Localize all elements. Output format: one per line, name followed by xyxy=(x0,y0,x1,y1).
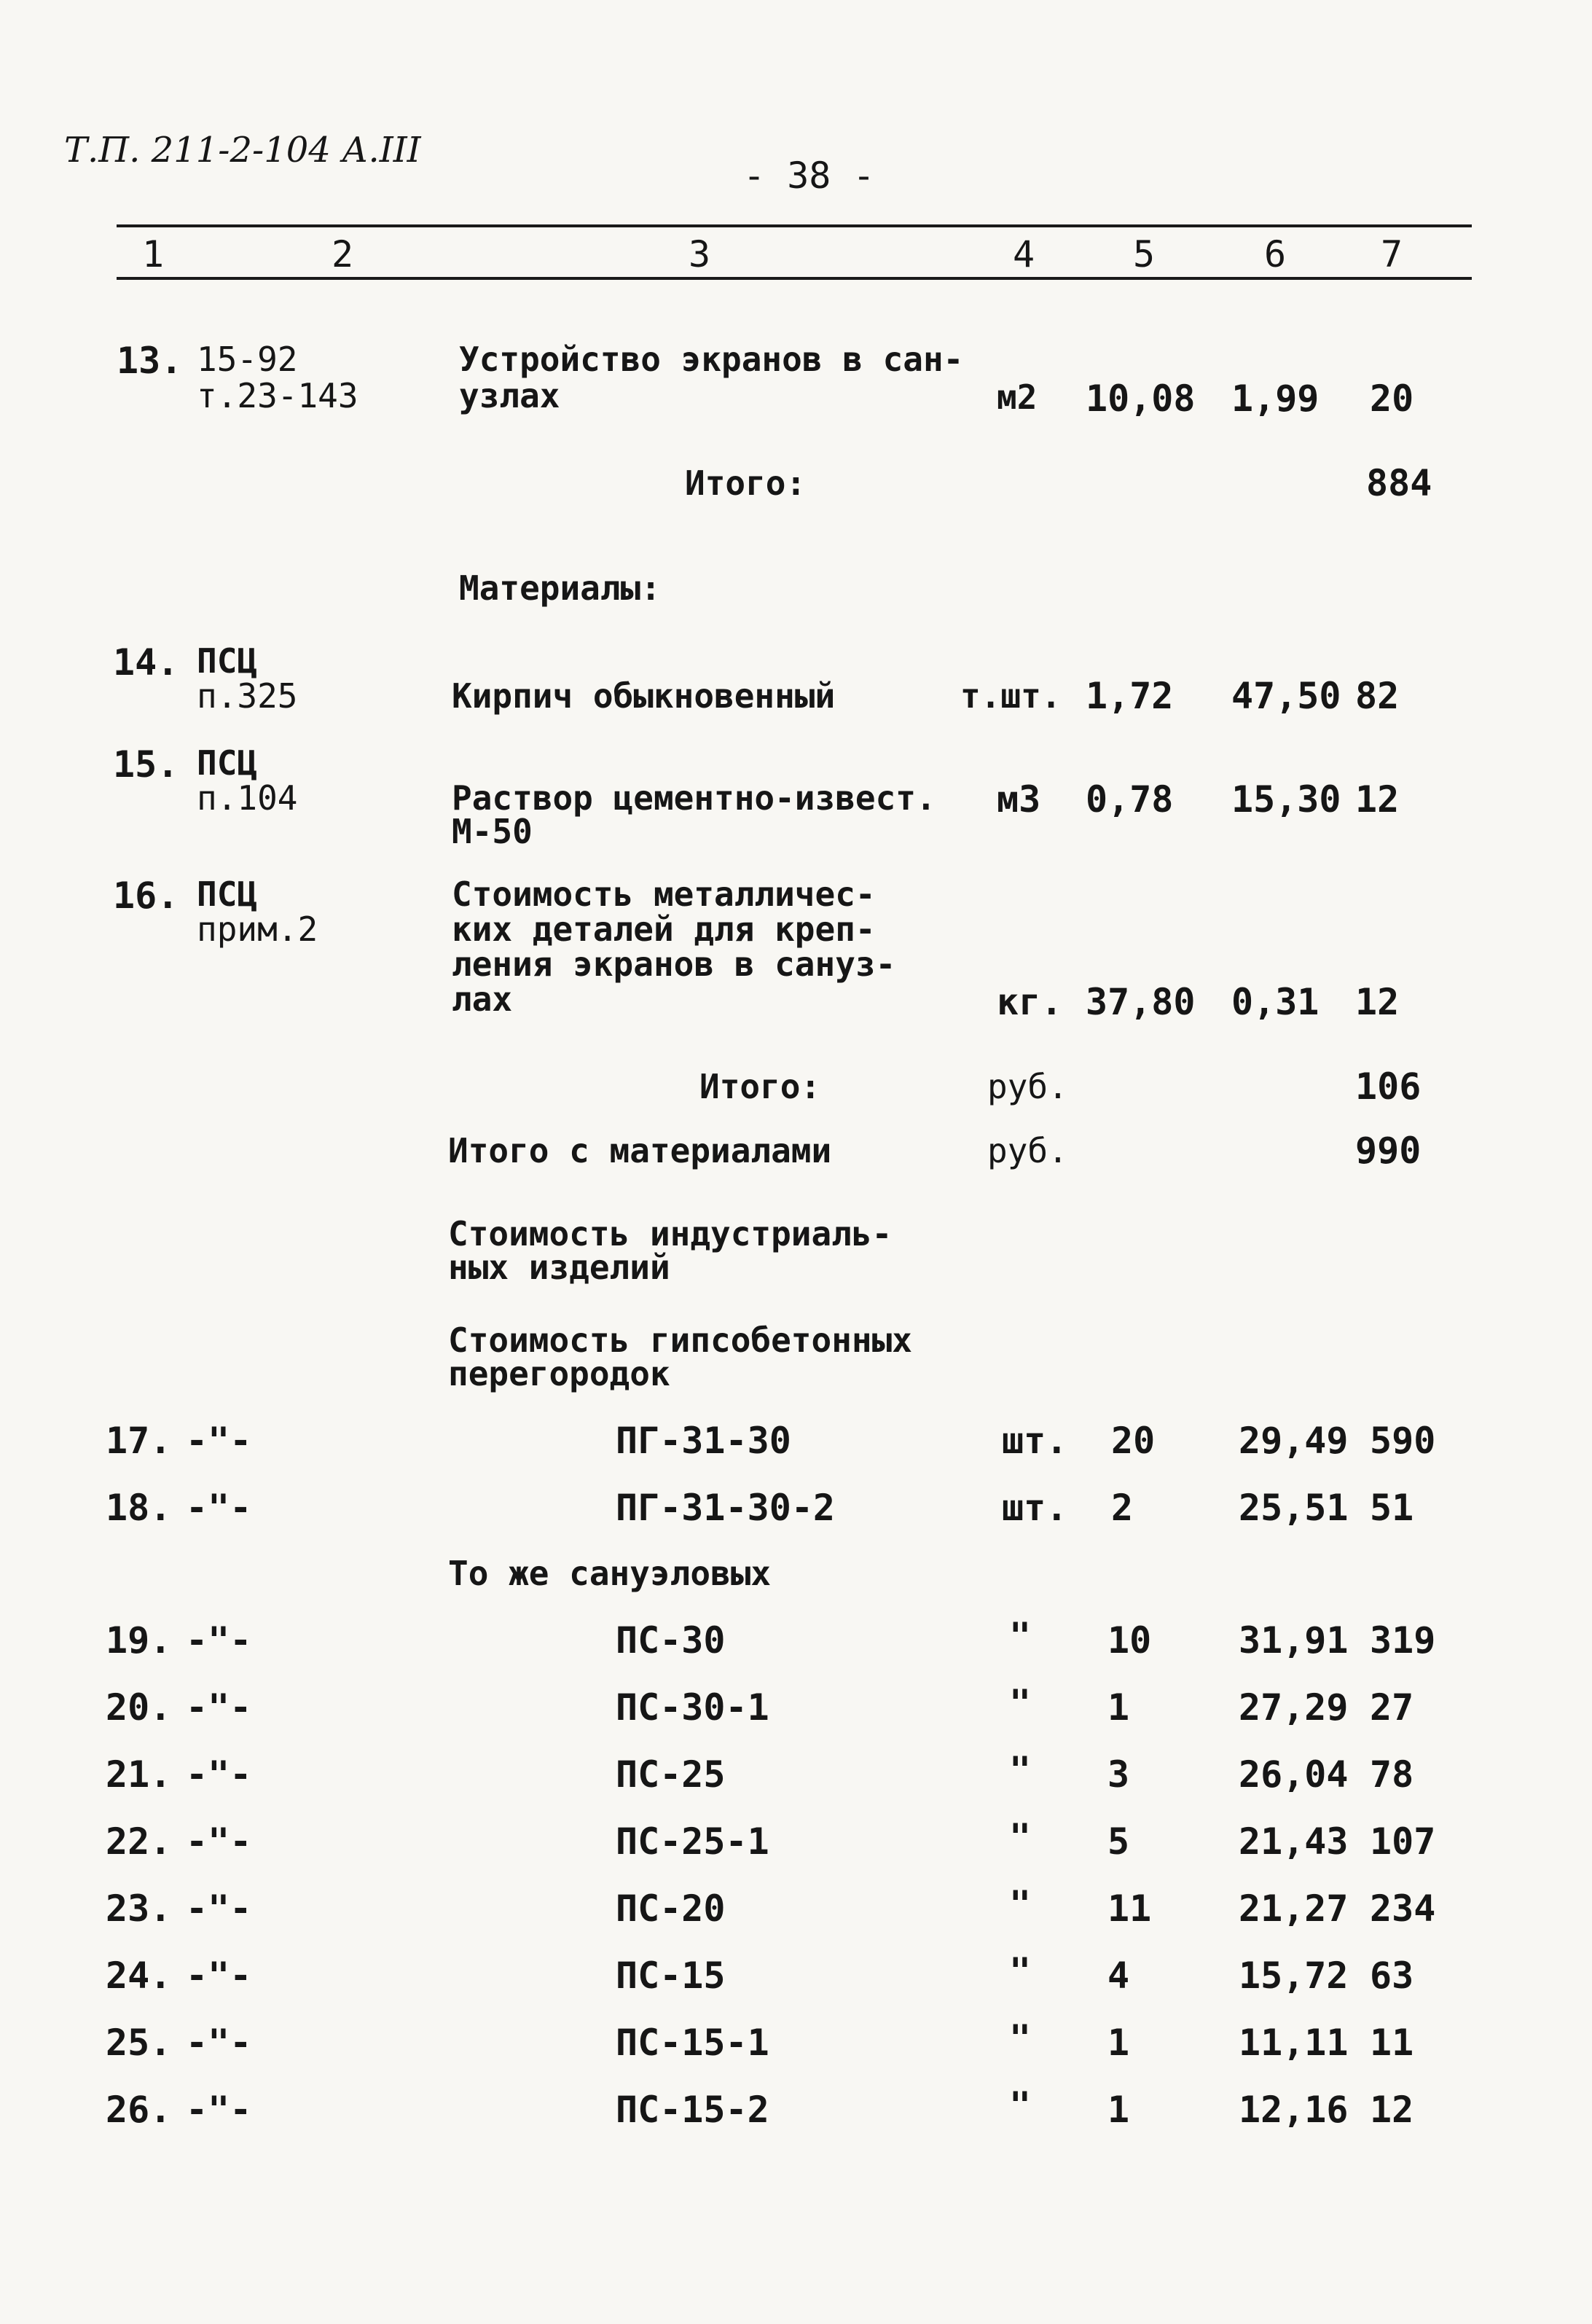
row-price: 15,72 xyxy=(1239,1955,1349,1997)
row-price: 25,51 xyxy=(1239,1487,1349,1529)
row-description: ПС-30-1 xyxy=(616,1686,769,1729)
row-price: 47,50 xyxy=(1231,675,1341,717)
row-reference: ПСЦ xyxy=(197,641,258,681)
column-header-1: 1 xyxy=(142,233,165,275)
row-quantity: 11 xyxy=(1107,1887,1152,1930)
row-total: 82 xyxy=(1355,675,1400,717)
row-number: 20. xyxy=(106,1686,172,1729)
row-price: 12,16 xyxy=(1239,2089,1349,2131)
subtotal-label: Итого с материалами xyxy=(448,1131,832,1170)
row-total: 63 xyxy=(1370,1955,1414,1997)
row-price: 15,30 xyxy=(1231,778,1341,821)
row-price: 1,99 xyxy=(1231,377,1320,420)
row-reference: -"- xyxy=(186,1753,252,1796)
row-number: 23. xyxy=(106,1887,172,1930)
row-description: ПГ-31-30 xyxy=(616,1420,791,1462)
row-reference: -"- xyxy=(186,2022,252,2064)
row-quantity: 1 xyxy=(1107,1686,1130,1729)
row-price: 27,29 xyxy=(1239,1686,1349,1729)
column-header-7: 7 xyxy=(1381,233,1403,275)
column-header-6: 6 xyxy=(1264,233,1287,275)
row-description: узлах xyxy=(459,376,560,415)
row-total: 12 xyxy=(1370,2089,1414,2131)
row-description: ПС-30 xyxy=(616,1619,726,1662)
row-total: 51 xyxy=(1370,1487,1414,1529)
row-description: М-50 xyxy=(452,812,533,851)
section-heading: перегородок xyxy=(448,1354,670,1393)
row-price: 21,27 xyxy=(1239,1887,1349,1930)
row-quantity: 1 xyxy=(1107,2089,1130,2131)
column-header-2: 2 xyxy=(332,233,354,275)
subtotal-total: 990 xyxy=(1355,1130,1422,1172)
subtotal-unit: руб. xyxy=(987,1067,1068,1106)
row-description: ПС-25-1 xyxy=(616,1820,769,1863)
row-description: ПС-15-2 xyxy=(616,2089,769,2131)
column-header-4: 4 xyxy=(1013,233,1035,275)
row-description: Устройство экранов в сан- xyxy=(459,340,964,379)
row-number: 21. xyxy=(106,1753,172,1796)
document-code: Т.П. 211-2-104 А.III xyxy=(64,130,421,171)
row-unit: " xyxy=(1009,1682,1032,1724)
row-number: 25. xyxy=(106,2022,172,2064)
row-reference: -"- xyxy=(186,1955,252,1997)
row-total: 234 xyxy=(1370,1887,1436,1930)
row-quantity: 0,78 xyxy=(1086,778,1174,821)
row-total: 12 xyxy=(1355,981,1400,1023)
subtotal-unit: руб. xyxy=(987,1131,1068,1170)
row-unit: " xyxy=(1009,1615,1032,1657)
row-price: 26,04 xyxy=(1239,1753,1349,1796)
row-number: 15. xyxy=(113,743,179,786)
subtotal-total: 106 xyxy=(1355,1065,1422,1108)
row-quantity: 5 xyxy=(1107,1820,1130,1863)
row-number: 18. xyxy=(106,1487,172,1529)
row-unit: м2 xyxy=(997,377,1038,417)
row-quantity: 10,08 xyxy=(1086,377,1196,420)
row-unit: шт. xyxy=(1002,1420,1068,1462)
row-quantity: 1 xyxy=(1107,2022,1130,2064)
row-reference: -"- xyxy=(186,1420,252,1462)
row-total: 12 xyxy=(1355,778,1400,821)
row-number: 24. xyxy=(106,1955,172,1997)
row-unit: " xyxy=(1009,1816,1032,1858)
row-unit: " xyxy=(1009,1950,1032,1992)
column-header-5: 5 xyxy=(1133,233,1156,275)
section-heading: То же сануэловых xyxy=(448,1554,772,1593)
row-total: 107 xyxy=(1370,1820,1436,1863)
column-header-3: 3 xyxy=(689,233,711,275)
row-reference: -"- xyxy=(186,1619,252,1662)
row-quantity: 3 xyxy=(1107,1753,1130,1796)
row-number: 13. xyxy=(117,340,183,382)
row-reference: ПСЦ xyxy=(197,743,258,783)
row-price: 31,91 xyxy=(1239,1619,1349,1662)
row-reference: т.23-143 xyxy=(197,376,358,415)
row-description: ПС-15-1 xyxy=(616,2022,769,2064)
row-unit: т.шт. xyxy=(960,676,1062,716)
row-reference: -"- xyxy=(186,1487,252,1529)
row-description: Стоимость металличес- xyxy=(452,875,876,914)
row-description: ления экранов в сануз- xyxy=(452,944,896,984)
row-unit: " xyxy=(1009,1749,1032,1791)
row-total: 319 xyxy=(1370,1619,1436,1662)
row-reference: п.104 xyxy=(197,778,298,818)
row-reference: ПСЦ xyxy=(197,875,258,914)
row-number: 14. xyxy=(113,641,179,684)
row-description: Раствор цементно-извест. xyxy=(452,778,936,818)
row-reference: -"- xyxy=(186,1820,252,1863)
section-heading: Стоимость индустриаль- xyxy=(448,1214,893,1253)
row-quantity: 2 xyxy=(1111,1487,1134,1529)
section-heading: Стоимость гипсобетонных xyxy=(448,1321,912,1360)
row-total: 27 xyxy=(1370,1686,1414,1729)
row-total: 11 xyxy=(1370,2022,1414,2064)
row-price: 21,43 xyxy=(1239,1820,1349,1863)
row-reference: -"- xyxy=(186,1686,252,1729)
row-unit: " xyxy=(1009,2084,1032,2127)
subtotal-label: Итого: xyxy=(699,1067,821,1106)
row-unit: м3 xyxy=(997,778,1041,821)
row-quantity: 4 xyxy=(1107,1955,1130,1997)
row-total: 590 xyxy=(1370,1420,1436,1462)
row-quantity: 10 xyxy=(1107,1619,1152,1662)
row-number: 26. xyxy=(106,2089,172,2131)
row-description: ких деталей для креп- xyxy=(452,909,876,949)
page-number: - 38 - xyxy=(743,154,875,197)
row-description: ПС-15 xyxy=(616,1955,726,1997)
row-description: ПГ-31-30-2 xyxy=(616,1487,836,1529)
section-heading: Материалы: xyxy=(459,568,661,608)
row-reference: п.325 xyxy=(197,676,298,716)
row-unit: " xyxy=(1009,2017,1032,2059)
row-description: Кирпич обыкновенный xyxy=(452,676,836,716)
row-quantity: 1,72 xyxy=(1086,675,1174,717)
subtotal-label: Итого: xyxy=(685,463,807,503)
row-unit: шт. xyxy=(1002,1487,1068,1529)
row-number: 17. xyxy=(106,1420,172,1462)
header-bottom-rule xyxy=(117,277,1472,280)
row-description: лах xyxy=(452,979,513,1019)
subtotal-total: 884 xyxy=(1366,462,1432,504)
row-number: 19. xyxy=(106,1619,172,1662)
row-unit: " xyxy=(1009,1883,1032,1925)
row-total: 78 xyxy=(1370,1753,1414,1796)
row-reference: 15-92 xyxy=(197,340,298,379)
row-total: 20 xyxy=(1370,377,1414,420)
row-price: 0,31 xyxy=(1231,981,1320,1023)
row-reference: -"- xyxy=(186,1887,252,1930)
header-top-rule xyxy=(117,224,1472,227)
row-description: ПС-20 xyxy=(616,1887,726,1930)
row-price: 29,49 xyxy=(1239,1420,1349,1462)
row-price: 11,11 xyxy=(1239,2022,1349,2064)
row-description: ПС-25 xyxy=(616,1753,726,1796)
row-reference: -"- xyxy=(186,2089,252,2131)
row-quantity: 20 xyxy=(1111,1420,1156,1462)
row-quantity: 37,80 xyxy=(1086,981,1196,1023)
row-reference: прим.2 xyxy=(197,909,318,949)
row-number: 22. xyxy=(106,1820,172,1863)
row-unit: кг. xyxy=(997,981,1063,1023)
row-number: 16. xyxy=(113,875,179,917)
section-heading: ных изделий xyxy=(448,1248,670,1287)
